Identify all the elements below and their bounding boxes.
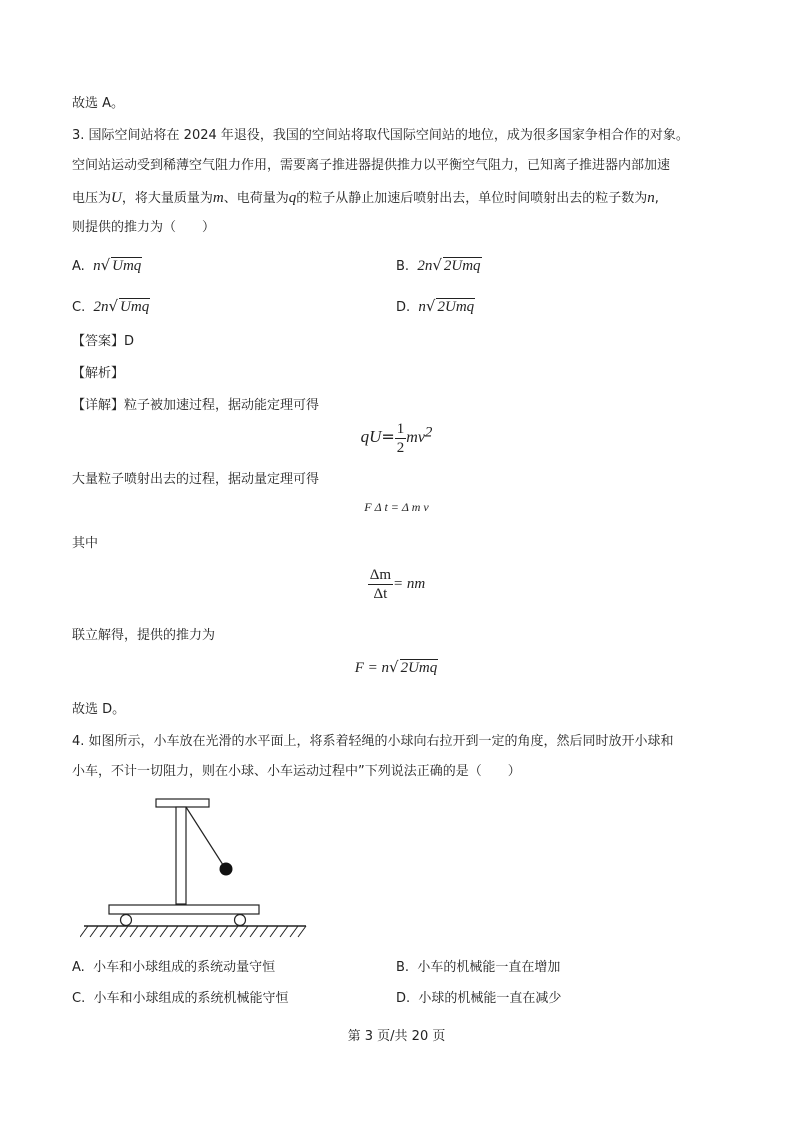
q4-stem-line1: 4. 如图所示，小车放在光滑的水平面上，将系着轻绳的小球向右拉开到一定的角度，然后同时放开小球和	[72, 734, 674, 749]
page-footer: 第 3 页/共 20 页	[347, 1029, 446, 1044]
q3-stem-line4: 则提供的推力为（ ）	[72, 220, 216, 235]
pendulum-cart-figure	[80, 792, 320, 947]
q3-stem-line2: 空间站运动受到稀薄空气阻力作用，需要离子推进器提供推力以平衡空气阻力，已知离子推进器内部加速	[72, 158, 671, 173]
symbol-q: q	[288, 190, 297, 206]
q4-option-b: B. 小车的机械能一直在增加	[396, 960, 561, 975]
q3-where-line: 其中	[72, 536, 99, 551]
equation-mass-rate: $\frac{\Delta m}{\Delta t}$ = nm	[369, 567, 426, 602]
q3-option-b: B. 2n√ 2Umq	[396, 256, 481, 274]
rope-line	[186, 807, 225, 868]
q3-stem-line1: 3. 国际空间站将在 2024 年退役，我国的空间站将取代国际空间站的地位，成为很多国家争相合作的对象。	[72, 128, 689, 143]
symbol-m: m	[212, 190, 224, 206]
q4-option-d: D. 小球的机械能一直在减少	[396, 991, 562, 1006]
q3-option-c: C. 2n√ Umq	[72, 297, 150, 315]
ball	[220, 863, 233, 876]
q4-option-a: A. 小车和小球组成的系统动量守恒	[72, 960, 276, 975]
q4-option-c: C. 小车和小球组成的系统机械能守恒	[72, 991, 289, 1006]
q3-momentum-line: 大量粒子喷射出去的过程，据动量定理可得	[72, 472, 320, 487]
q3-option-d: D. n√ 2Umq	[396, 297, 475, 315]
equation-momentum: F Δ t = Δ m v	[364, 500, 429, 514]
symbol-U: U	[111, 190, 122, 206]
equation-kinetic-energy: qU= $\frac{1}{2}$ $mv^2$	[360, 421, 433, 456]
q3-conclusion: 故选 D。	[72, 702, 126, 717]
right-wheel	[235, 915, 246, 926]
vertical-pole	[176, 807, 186, 904]
q4-stem-line2: 小车，不计一切阻力，则在小球、小车运动过程中”下列说法正确的是（ ）	[72, 764, 521, 779]
q3-stem-line3: 电压为U，将大量质量为m、电荷量为q的粒子从静止加速后喷射出去，单位时间喷射出去的粒子数为n,	[72, 190, 659, 206]
q3-answer: 【答案】D	[72, 334, 135, 349]
q3-solve-line: 联立解得，提供的推力为	[72, 628, 216, 643]
q3-option-a: A. n√ Umq	[72, 256, 142, 274]
q2-conclusion: 故选 A。	[72, 96, 125, 111]
ground-hatching	[80, 926, 306, 937]
q3-detail-line: 【详解】粒子被加速过程，据动能定理可得	[72, 398, 320, 413]
symbol-n: n	[647, 190, 655, 206]
q3-analysis-heading: 【解析】	[72, 366, 125, 381]
equation-thrust: F = n√ 2Umq	[354, 658, 438, 676]
top-crossbar	[156, 799, 209, 807]
cart-platform	[109, 905, 259, 914]
left-wheel	[121, 915, 132, 926]
